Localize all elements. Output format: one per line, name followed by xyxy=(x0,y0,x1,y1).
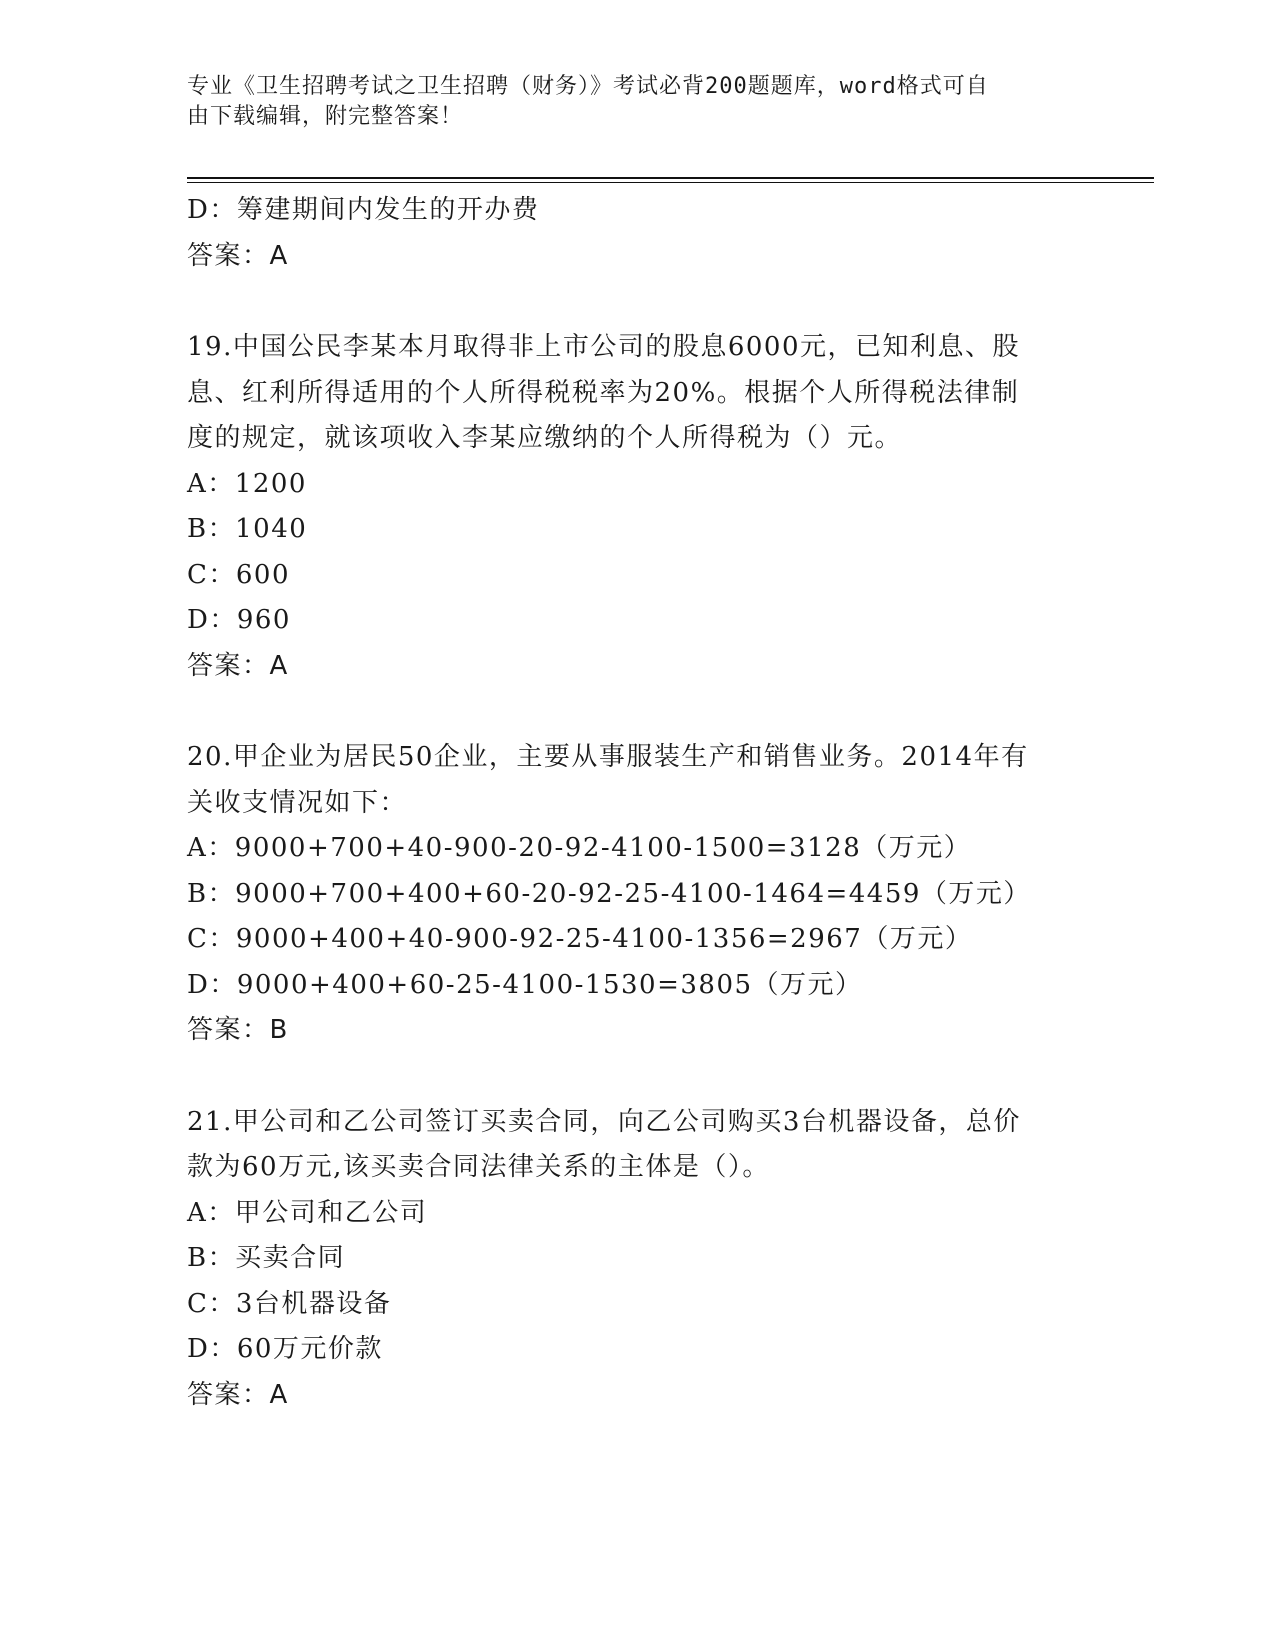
option-c: C：600 xyxy=(187,559,291,590)
answer: 答案：B xyxy=(187,1015,289,1045)
question-stem-line: 19.中国公民李某本月取得非上市公司的股息6000元，已知利息、股 xyxy=(187,332,1021,362)
question-stem-line: 21.甲公司和乙公司签订买卖合同，向乙公司购买3台机器设备，总价 xyxy=(187,1106,1021,1137)
header-line-1: 专业《卫生招聘考试之卫生招聘（财务）》考试必背200题题库，word格式可自 xyxy=(187,74,989,99)
question-stem-line: 款为60万元,该买卖合同法律关系的主体是（）。 xyxy=(187,1152,770,1182)
header-rule-thin xyxy=(187,182,1154,183)
option-a: A：甲公司和乙公司 xyxy=(187,1197,428,1228)
question-21 xyxy=(187,1100,1077,1419)
option-d: D：960 xyxy=(187,605,291,635)
question-stem-line: 息、红利所得适用的个人所得税税率为20%。根据个人所得税法律制 xyxy=(187,377,1020,408)
header-rule-thick xyxy=(187,177,1154,179)
option-b: B：1040 xyxy=(187,514,308,544)
document-header xyxy=(187,72,1087,132)
question-stem-line: 关收支情况如下： xyxy=(187,787,408,818)
question-stem-line: 度的规定，就该项收入李某应缴纳的个人所得税为（）元。 xyxy=(187,423,903,453)
question-19 xyxy=(187,325,1077,689)
option-b: B：9000+700+400+60-20-92-25-4100-1464=4459（万元） xyxy=(187,878,1031,909)
option-a: A：1200 xyxy=(187,468,307,499)
answer: 答案：A xyxy=(187,650,289,681)
option-a: A：9000+700+40-900-20-92-4100-1500=3128（万元） xyxy=(187,833,972,863)
prev-option-d: D：筹建期间内发生的开办费 xyxy=(187,195,540,225)
question-20 xyxy=(187,735,1077,1054)
header-line-2: 由下载编辑，附完整答案！ xyxy=(187,104,464,129)
option-d: D：60万元价款 xyxy=(187,1334,383,1364)
option-c: C：3台机器设备 xyxy=(187,1288,392,1319)
question-stem-line: 20.甲企业为居民50企业，主要从事服装生产和销售业务。2014年有 xyxy=(187,742,1029,772)
document-body xyxy=(187,188,1077,1418)
prev-answer: 答案：A xyxy=(187,240,289,271)
option-c: C：9000+400+40-900-92-25-4100-1356=2967（万元） xyxy=(187,924,973,954)
option-b: B：买卖合同 xyxy=(187,1243,346,1273)
option-d: D：9000+400+60-25-4100-1530=3805（万元） xyxy=(187,969,863,1000)
answer: 答案：A xyxy=(187,1379,289,1410)
